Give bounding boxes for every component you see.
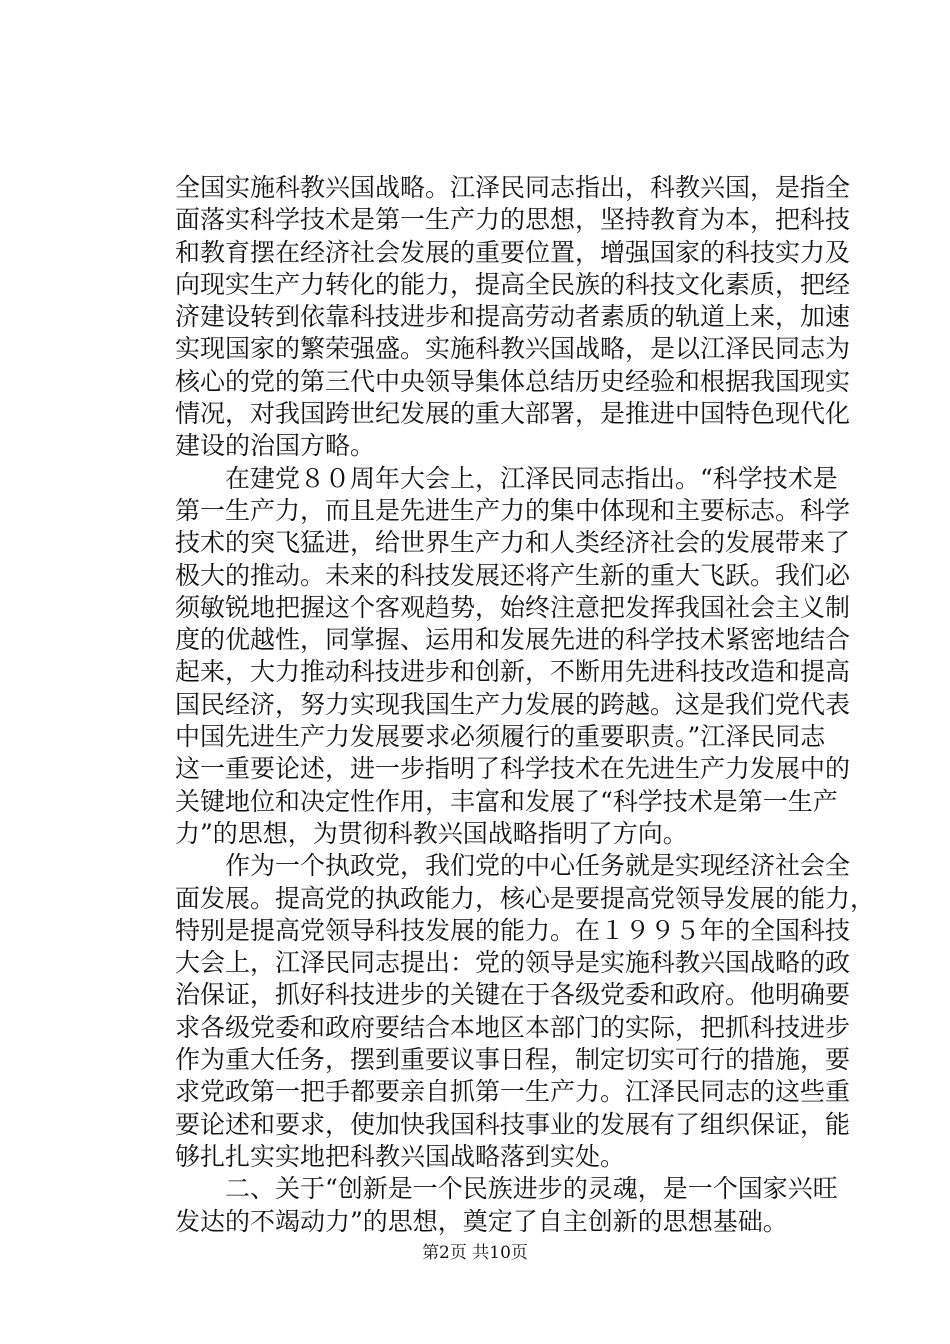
text-line: 极大的推动。未来的科技发展还将产生新的重大飞跃。我们必: [175, 560, 851, 590]
text-line: 济建设转到依靠科技进步和提高劳动者素质的轨道上来，加速: [175, 302, 851, 332]
text-line: 技术的突飞猛进，给世界生产力和人类经济社会的发展带来了: [175, 528, 851, 558]
document-body: [175, 172, 876, 1238]
text-line: 面落实科学技术是第一生产力的思想，坚持教育为本，把科技: [175, 205, 851, 235]
text-line: 要论述和要求，使加快我国科技事业的发展有了组织保证，能: [175, 1109, 851, 1139]
text-line: 第一生产力，而且是先进生产力的集中体现和主要标志。科学: [175, 495, 851, 525]
text-line: 够扎扎实实地把科教兴国战略落到实处。: [175, 1141, 626, 1171]
text-line: 起来，大力推动科技进步和创新，不断用先进科技改造和提高: [175, 657, 851, 687]
text-line: 二、关于“创新是一个民族进步的灵魂，是一个国家兴旺: [175, 1174, 838, 1204]
text-line: 须敏锐地把握这个客观趋势，始终注意把发挥我国社会主义制: [175, 592, 851, 622]
text-line: 关键地位和决定性作用，丰富和发展了“科学技术是第一生产: [175, 786, 838, 816]
text-line: 治保证，抓好科技进步的关键在于各级党委和政府。他明确要: [175, 980, 851, 1010]
text-line: 这一重要论述，进一步指明了科学技术在先进生产力发展中的: [175, 754, 851, 784]
text-line: 和教育摆在经济社会发展的重要位置，增强国家的科技实力及: [175, 237, 851, 267]
text-line: 向现实生产力转化的能力，提高全民族的科技文化素质，把经: [175, 269, 851, 299]
text-line: 发达的不竭动力”的思想，奠定了自主创新的思想基础。: [175, 1206, 788, 1236]
text-line: 求党政第一把手都要亲自抓第一生产力。江泽民同志的这些重: [175, 1077, 851, 1107]
text-line: 作为一个执政党，我们党的中心任务就是实现经济社会全: [175, 851, 851, 881]
text-line: 特别是提高党领导科技发展的能力。在１９９５年的全国科技: [175, 915, 851, 945]
text-line: 面发展。提高党的执政能力，核心是要提高党领导发展的能力，: [175, 883, 876, 913]
text-line: 力”的思想，为贯彻科教兴国战略指明了方向。: [175, 818, 688, 848]
text-line: 核心的党的第三代中央领导集体总结历史经验和根据我国现实: [175, 366, 851, 396]
text-line: 国民经济，努力实现我国生产力发展的跨越。这是我们党代表: [175, 689, 851, 719]
text-line: 大会上，江泽民同志提出：党的领导是实施科教兴国战略的政: [175, 948, 851, 978]
text-line: 在建党８０周年大会上，江泽民同志指出。“科学技术是: [175, 463, 838, 493]
page-footer: [0, 1242, 950, 1264]
text-line: 建设的治国方略。: [175, 431, 376, 461]
text-line: 求各级党委和政府要结合本地区本部门的实际，把抓科技进步: [175, 1012, 851, 1042]
text-line: 作为重大任务，摆到重要议事日程，制定切实可行的措施，要: [175, 1045, 851, 1075]
text-line: 度的优越性，同掌握、运用和发展先进的科学技术紧密地结合: [175, 625, 851, 655]
text-line: 中国先进生产力发展要求必须履行的重要职责。”江泽民同志: [175, 722, 826, 752]
text-line: 实现国家的繁荣强盛。实施科教兴国战略，是以江泽民同志为: [175, 334, 851, 364]
text-line: 情况，对我国跨世纪发展的重大部署，是推进中国特色现代化: [175, 399, 851, 429]
page-number-label: 第2页 共10页: [422, 1243, 528, 1263]
text-line: 全国实施科教兴国战略。江泽民同志指出，科教兴国，是指全: [175, 173, 851, 202]
